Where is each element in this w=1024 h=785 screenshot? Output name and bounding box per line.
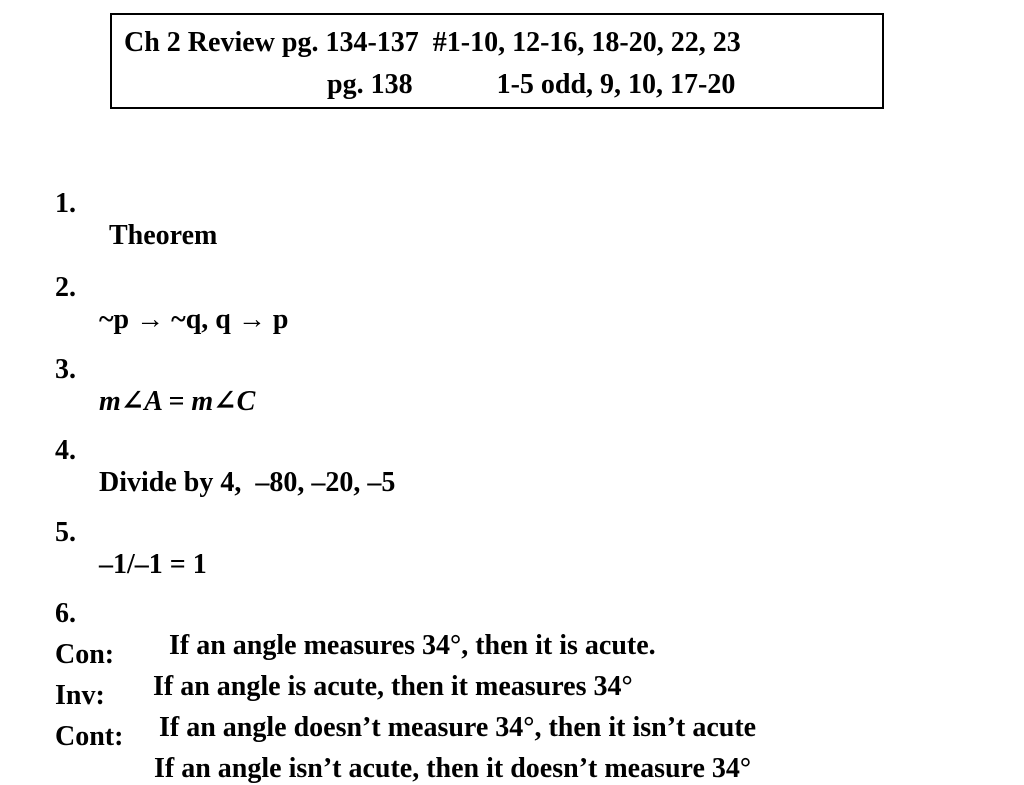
item-number: 6. bbox=[55, 598, 76, 629]
item-text: If an angle measures 34°, then it is acute. bbox=[169, 630, 656, 661]
statement-text: If an angle isn’t acute, then it doesn’t measure 34° bbox=[154, 753, 752, 784]
item-number: 4. bbox=[55, 435, 76, 466]
header-line-2 bbox=[327, 69, 735, 101]
statement-text: If an angle is acute, then it measures 34° bbox=[153, 671, 633, 702]
answer-item-1 bbox=[55, 156, 218, 252]
header-line-1: Ch 2 Review pg. 134-137 #1-10, 12-16, 18-20, 22, 23 bbox=[124, 27, 741, 58]
statement-label: Cont: bbox=[55, 721, 124, 752]
item-text: Divide by 4, –80, –20, –5 bbox=[99, 467, 396, 498]
item-number: 3. bbox=[55, 354, 76, 385]
item-number: 5. bbox=[55, 517, 76, 548]
header-problems: 1-5 odd, 9, 10, 17-20 bbox=[496, 69, 736, 100]
item-text: ~p → ~q, q → p bbox=[99, 304, 289, 335]
header-pages: pg. 138 bbox=[327, 69, 413, 100]
item-text: m∠A = m∠C bbox=[99, 386, 256, 417]
statement-text: If an angle doesn’t measure 34°, then it isn’t acute bbox=[159, 712, 757, 743]
item-text: –1/–1 = 1 bbox=[99, 549, 207, 580]
statement-label: Con: bbox=[55, 639, 115, 670]
item-number: 1. bbox=[55, 188, 76, 219]
item-text: Theorem bbox=[109, 220, 218, 251]
item-number: 2. bbox=[55, 272, 76, 303]
assignment-header-box bbox=[110, 13, 884, 109]
statement-label: Inv: bbox=[55, 680, 105, 711]
